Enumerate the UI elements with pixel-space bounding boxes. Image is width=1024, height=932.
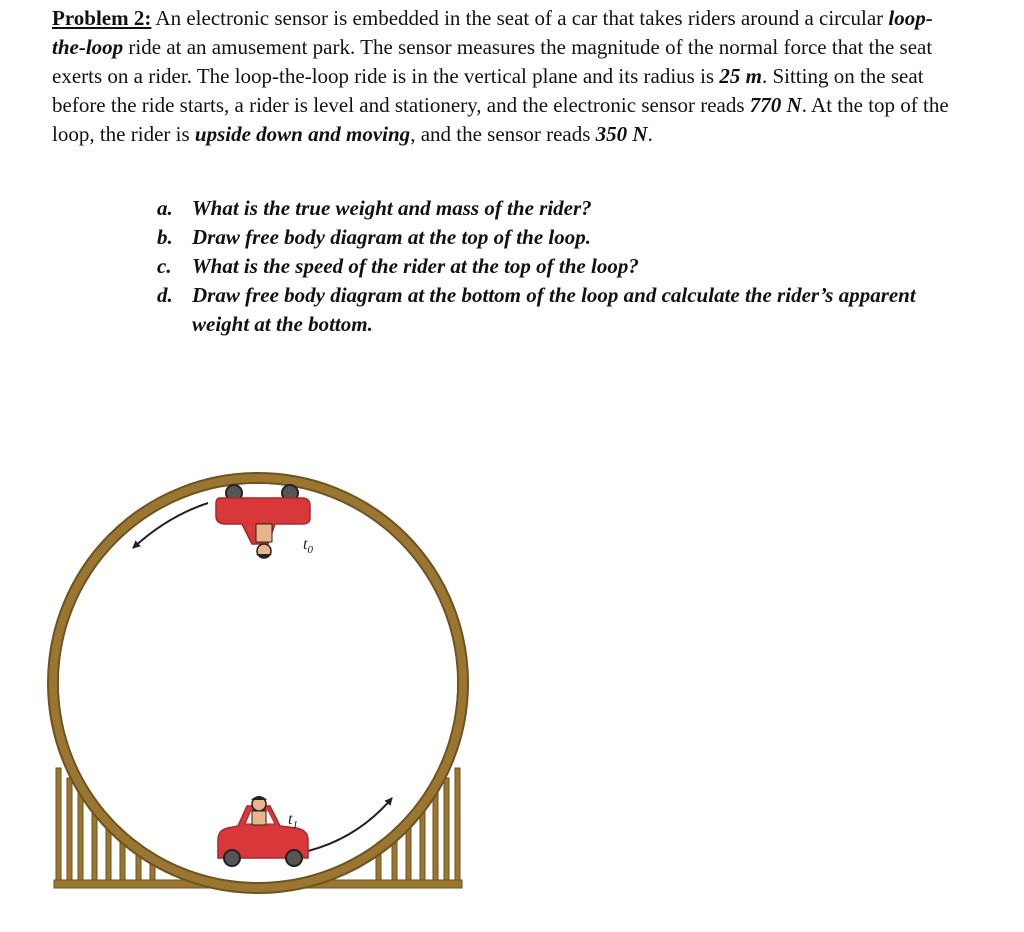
loop-the-loop-term: loop-the-loop — [52, 6, 933, 59]
problem-text-5: , and the sensor reads — [410, 122, 596, 146]
loop-illustration — [40, 468, 480, 898]
question-item — [157, 194, 937, 223]
loop-figure — [40, 468, 480, 898]
question-text: Draw free body diagram at the top of the loop. — [192, 225, 591, 249]
problem-text-2: ride at an amusement park. The sensor measures the magnitude of the normal force that the seat exerts on a rider. The loop-the-loop ride is in the vertical plane and its radius is — [52, 35, 933, 88]
rider-top-icon — [256, 524, 272, 558]
question-letter: c. — [157, 254, 172, 278]
radius-value: 25 m — [719, 64, 762, 88]
question-text: What is the true weight and mass of the rider? — [192, 196, 592, 220]
problem-text-6: . — [647, 122, 653, 146]
question-letter: d. — [157, 283, 173, 307]
question-text: Draw free body diagram at the bottom of the loop and calculate the rider’s apparent weight at the bottom. — [192, 283, 916, 336]
question-item — [157, 281, 937, 339]
question-letter: a. — [157, 196, 173, 220]
wheel-icon — [224, 850, 240, 866]
rest-reading-value: 770 N — [749, 93, 802, 117]
problem-text-1: An electronic sensor is embedded in the seat of a car that takes riders around a circular — [151, 6, 889, 30]
question-item — [157, 223, 937, 252]
question-text: What is the speed of the rider at the top of the loop? — [192, 254, 639, 278]
problem-title: Problem 2: — [52, 6, 152, 30]
problem-text-4: . At the top of the loop, the rider is — [52, 93, 949, 146]
top-reading-value: 350 N — [595, 122, 648, 146]
question-list — [157, 194, 937, 339]
problem-text-3: . Sitting on the seat before the ride starts, a rider is level and stationery, and the electronic sensor reads — [52, 64, 924, 117]
upside-down-phrase: upside down and moving — [194, 122, 411, 146]
label-t0: $t_0$ — [303, 536, 313, 556]
question-item — [157, 252, 937, 281]
problem-statement — [52, 4, 952, 149]
label-t1: $t_1$ — [288, 811, 298, 831]
rider-bottom-icon — [251, 796, 267, 825]
wheel-icon — [286, 850, 302, 866]
question-letter: b. — [157, 225, 173, 249]
